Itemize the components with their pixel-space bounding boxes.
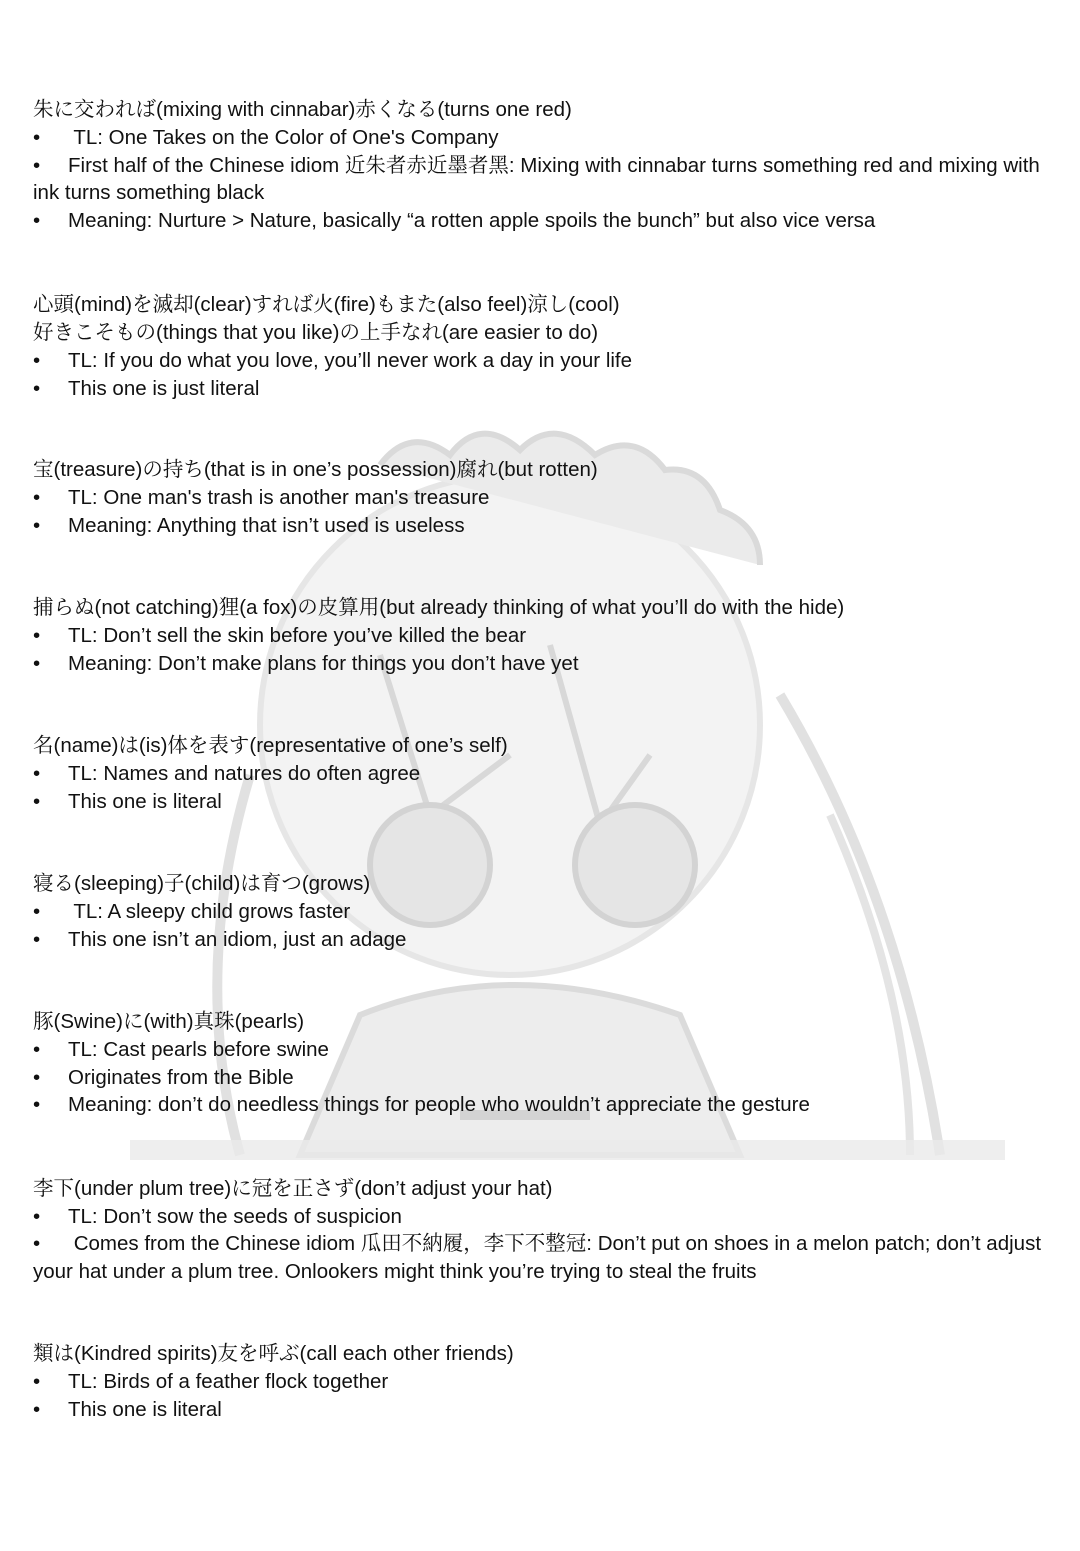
- bullet-icon: •: [33, 762, 41, 785]
- bullet-icon: •: [33, 1397, 41, 1421]
- bullet-list: [33, 622, 1043, 677]
- bullet-list: [33, 1036, 1043, 1119]
- list-item: • First half of the Chinese idiom 近朱者赤近墨者黑: Mixing with cinnabar turns something red and mixing with ink turns something black: [33, 153, 1040, 204]
- list-item: • This one isn’t an idiom, just an adage: [33, 926, 1043, 954]
- bullet-icon: •: [33, 900, 41, 923]
- bullet-icon: •: [33, 126, 41, 149]
- bullet-list: [33, 1368, 1043, 1423]
- bullet-icon: •: [33, 789, 41, 813]
- idiom-title: 豚(Swine)に(with)真珠(pearls): [33, 1010, 305, 1033]
- idiom-entry: [33, 1008, 1043, 1119]
- bullet-list: [33, 1203, 1043, 1286]
- bullet-icon: •: [33, 486, 41, 509]
- idiom-title: 類は(Kindred spirits)友を呼ぶ(call each other friends): [33, 1342, 514, 1365]
- list-item: • TL: If you do what you love, you’ll never work a day in your life: [33, 347, 1043, 375]
- bullet-icon: •: [33, 1093, 41, 1116]
- idiom-title: 寝る(sleeping)子(child)は育つ(grows): [33, 872, 371, 895]
- list-item: • TL: Don’t sell the skin before you’ve killed the bear: [33, 622, 1043, 650]
- idiom-entry: [33, 1175, 1043, 1286]
- document-body: [33, 96, 1043, 1423]
- idiom-entry: [33, 732, 1043, 815]
- list-item: • Originates from the Bible: [33, 1064, 1043, 1092]
- idiom-entry: [33, 96, 1043, 234]
- bullet-list: [33, 347, 1043, 402]
- bullet-icon: •: [33, 1204, 41, 1228]
- idiom-title: 朱に交われば(mixing with cinnabar)赤くなる(turns one red): [33, 98, 572, 121]
- idiom-entry: [33, 870, 1043, 953]
- bullet-icon: •: [33, 927, 41, 951]
- list-item: • TL: Birds of a feather flock together: [33, 1368, 1043, 1396]
- list-item: • This one is literal: [33, 788, 1043, 816]
- bullet-icon: •: [33, 651, 41, 675]
- idiom-title: 名(name)は(is)体を表す(representative of one’s self): [33, 734, 508, 757]
- bullet-list: [33, 898, 1043, 953]
- idiom-title: 好きこそもの(things that you like)の上手なれ(are easier to do): [33, 321, 599, 344]
- list-item: • Meaning: Nurture > Nature, basically “a rotten apple spoils the bunch” but also vice versa: [33, 207, 1043, 235]
- bullet-icon: •: [33, 624, 41, 647]
- bullet-icon: •: [33, 513, 41, 537]
- list-item: • TL: One Takes on the Color of One's Company: [33, 124, 1043, 152]
- list-item: • TL: Don’t sow the seeds of suspicion: [33, 1203, 1043, 1231]
- idiom-title: 捕らぬ(not catching)狸(a fox)の皮算用(but already thinking of what you’ll do with the hide): [33, 596, 845, 619]
- bullet-icon: •: [33, 376, 41, 400]
- list-item: • Meaning: don’t do needless things for people who wouldn’t appreciate the gesture: [33, 1091, 1043, 1119]
- bullet-icon: •: [33, 153, 41, 177]
- list-item: • TL: Names and natures do often agree: [33, 760, 1043, 788]
- list-item: • This one is literal: [33, 1396, 1043, 1424]
- idiom-entry: [33, 291, 1043, 402]
- list-item: • TL: One man's trash is another man's treasure: [33, 484, 1043, 512]
- bullet-icon: •: [33, 1038, 41, 1061]
- bullet-icon: •: [33, 349, 41, 372]
- list-item: • Meaning: Anything that isn’t used is useless: [33, 512, 1043, 540]
- bullet-icon: •: [33, 1065, 41, 1089]
- bullet-list: [33, 760, 1043, 815]
- list-item: • Meaning: Don’t make plans for things you don’t have yet: [33, 650, 1043, 678]
- list-item: • Comes from the Chinese idiom 瓜田不納履，李下不整冠: Don’t put on shoes in a melon patch; don’t adjust your hat under a plum tree. Onlookers might think you’re trying to steal the fruits: [33, 1232, 1042, 1283]
- bullet-icon: •: [33, 208, 41, 232]
- idiom-title: 心頭(mind)を滅却(clear)すれば火(fire)もまた(also feel)涼し(cool): [33, 293, 620, 316]
- list-item: • This one is just literal: [33, 375, 1043, 403]
- bullet-icon: •: [33, 1370, 41, 1393]
- list-item: • TL: Cast pearls before swine: [33, 1036, 1043, 1064]
- bullet-icon: •: [33, 1232, 41, 1255]
- idiom-entry: [33, 456, 1043, 539]
- idiom-entry: [33, 594, 1043, 677]
- bullet-list: [33, 484, 1043, 539]
- list-item: • TL: A sleepy child grows faster: [33, 898, 1043, 926]
- idiom-entry: [33, 1340, 1043, 1423]
- idiom-title: 李下(under plum tree)に冠を正さず(don’t adjust your hat): [33, 1176, 553, 1200]
- idiom-title: 宝(treasure)の持ち(that is in one’s possession)腐れ(but rotten): [33, 458, 598, 481]
- bullet-list: [33, 124, 1043, 234]
